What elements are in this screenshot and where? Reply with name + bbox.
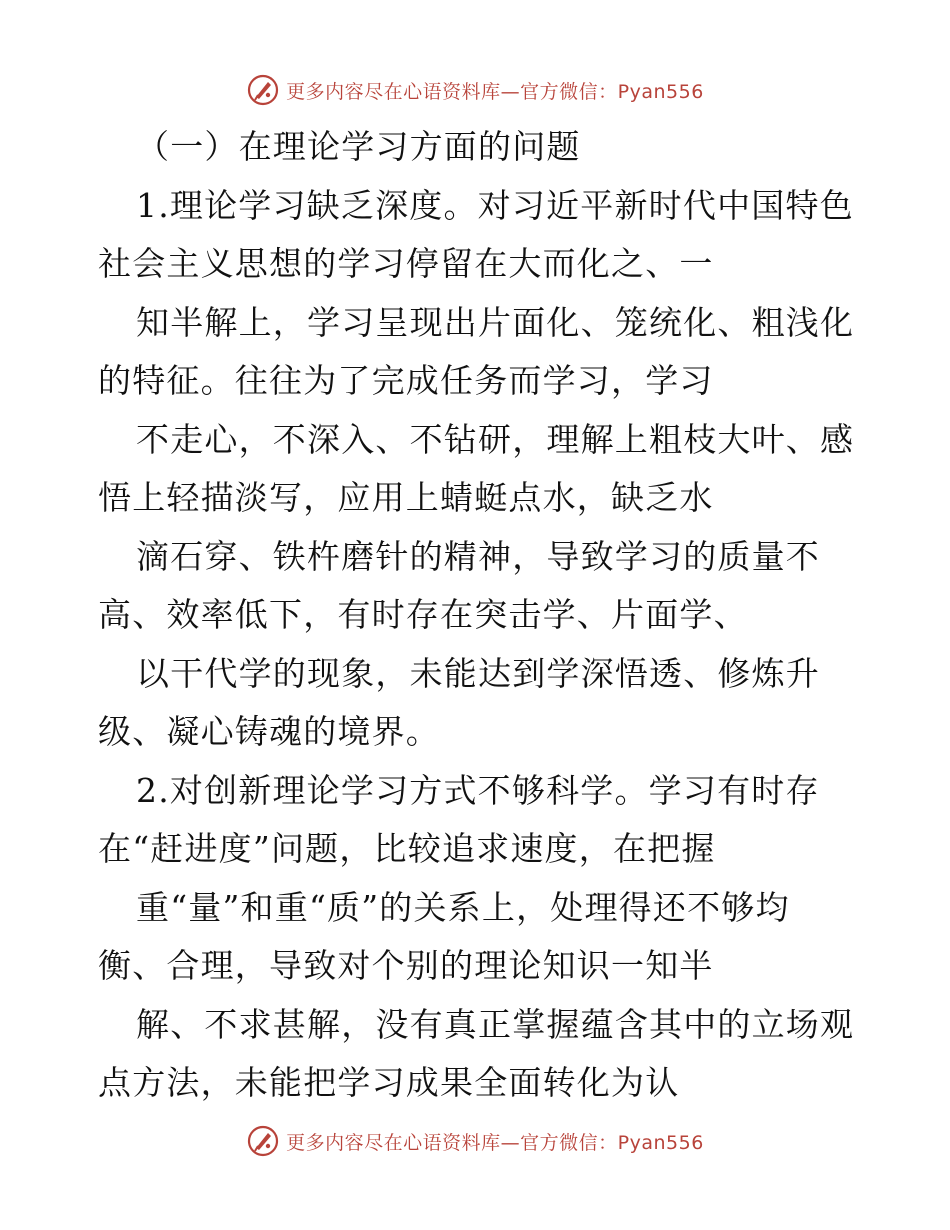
quill-pen-logo-icon xyxy=(246,73,280,107)
document-body xyxy=(98,118,858,1113)
header-watermark-banner xyxy=(0,70,950,110)
paragraph-line: 1.理论学习缺乏深度。对习近平新时代中国特色 xyxy=(136,185,854,225)
paragraph-line: 不走心，不深入、不钻研，理解上粗枝大叶、感 xyxy=(136,419,855,459)
paragraph-line: 点方法，未能把学习成果全面转化为认 xyxy=(98,1063,680,1102)
paragraph-line: 以干代学的现象，未能达到学深悟透、修炼升 xyxy=(136,653,820,693)
paragraph-line: 2.对创新理论学习方式不够科学。学习有时存 xyxy=(136,770,820,810)
paragraph-line: 社会主义思想的学习停留在大而化之、一 xyxy=(98,244,714,283)
watermark-text: 更多内容尽在心语资料库—官方微信：Pyan556 xyxy=(286,1131,704,1154)
section-heading: （一）在理论学习方面的问题 xyxy=(136,127,581,166)
paragraph-line: 滴石穿、铁杵磨针的精神，导致学习的质量不 xyxy=(136,536,820,576)
paragraph-line: 知半解上，学习呈现出片面化、笼统化、粗浅化 xyxy=(136,302,855,342)
paragraph-line: 的特征。往往为了完成任务而学习，学习 xyxy=(98,361,714,400)
paragraph-line: 在“赶进度”问题，比较追求速度，在把握 xyxy=(98,829,716,868)
footer-watermark-banner xyxy=(0,1121,950,1161)
paragraph-line: 悟上轻描淡写，应用上蜻蜓点水，缺乏水 xyxy=(98,478,714,517)
paragraph-line: 衡、合理，导致对个别的理论知识一知半 xyxy=(98,946,714,985)
watermark-text: 更多内容尽在心语资料库—官方微信：Pyan556 xyxy=(286,80,704,103)
paragraph-line: 解、不求甚解，没有真正掌握蕴含其中的立场观 xyxy=(136,1004,855,1044)
quill-pen-logo-icon xyxy=(246,1124,280,1158)
paragraph-line: 高、效率低下，有时存在突击学、片面学、 xyxy=(98,595,748,634)
paragraph-line: 重“量”和重“质”的关系上，处理得还不够均 xyxy=(136,887,790,927)
paragraph-line: 级、凝心铸魂的境界。 xyxy=(98,712,440,751)
